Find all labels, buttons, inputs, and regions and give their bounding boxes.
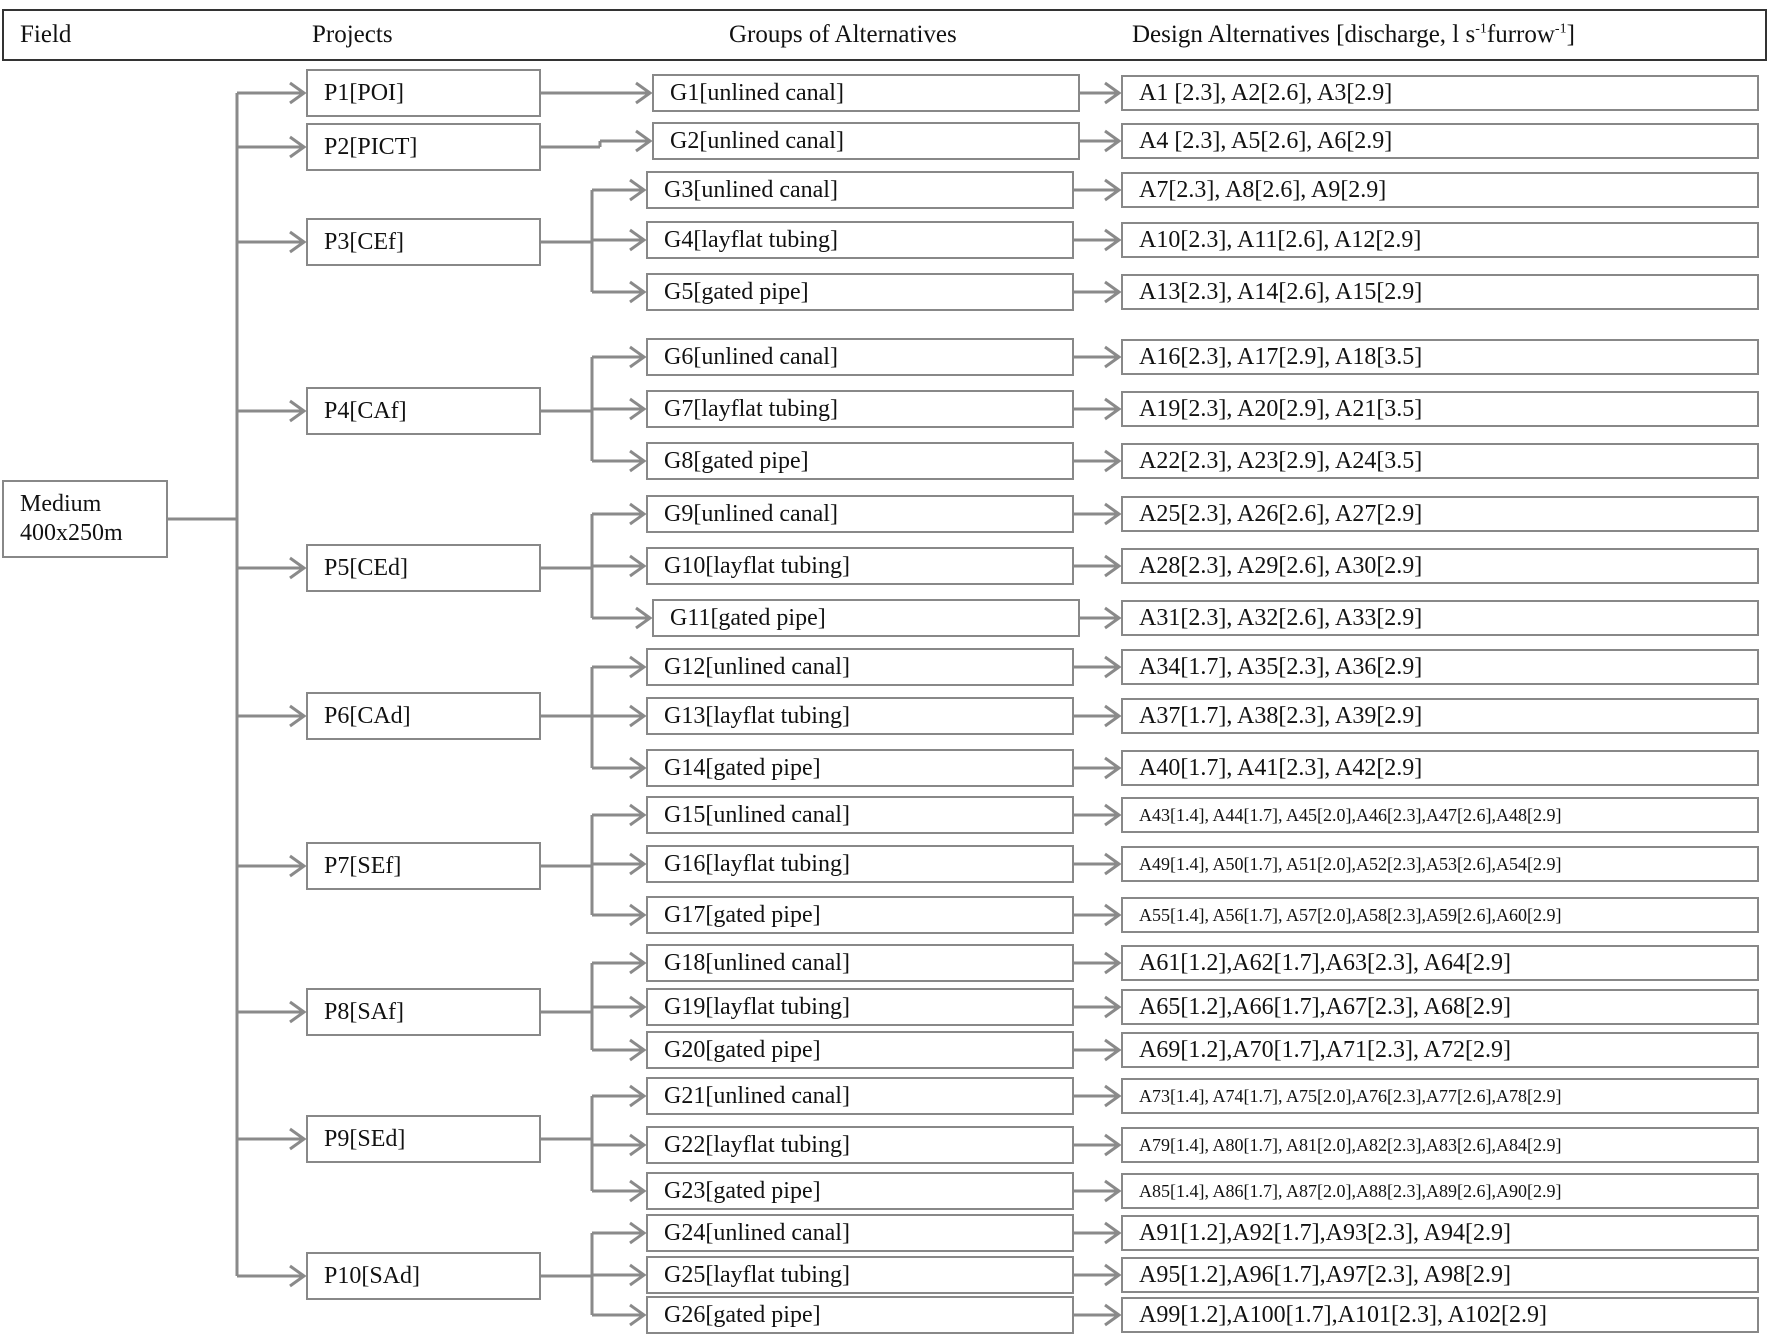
group-box-g23 xyxy=(646,1172,1074,1210)
group-label: G13[layflat tubing] xyxy=(664,703,850,729)
alternatives-label: A31[2.3], A32[2.6], A33[2.9] xyxy=(1139,605,1423,631)
project-box-p2 xyxy=(306,123,541,171)
group-box-g24 xyxy=(646,1214,1074,1252)
alternatives-label: A91[1.2],A92[1.7],A93[2.3], A94[2.9] xyxy=(1139,1220,1511,1246)
group-box-g11 xyxy=(652,599,1080,637)
group-box-g17 xyxy=(646,896,1074,934)
arrow-icon xyxy=(1105,1223,1119,1243)
arrow-icon xyxy=(290,401,304,421)
arrow-icon xyxy=(630,230,644,250)
group-label: G21[unlined canal] xyxy=(664,1083,850,1109)
group-label: G22[layflat tubing] xyxy=(664,1132,850,1158)
alternatives-label: A34[1.7], A35[2.3], A36[2.9] xyxy=(1139,654,1423,680)
group-box-g22 xyxy=(646,1126,1074,1164)
arrow-icon xyxy=(1105,608,1119,628)
group-label: G17[gated pipe] xyxy=(664,902,821,928)
project-box-p7 xyxy=(306,842,541,890)
alternatives-label: A16[2.3], A17[2.9], A18[3.5] xyxy=(1139,344,1423,370)
alternatives-box-g9 xyxy=(1121,496,1759,532)
arrow-icon xyxy=(290,1129,304,1149)
alternatives-label: A61[1.2],A62[1.7],A63[2.3], A64[2.9] xyxy=(1139,950,1511,976)
group-label: G9[unlined canal] xyxy=(664,501,838,527)
header-field: Field xyxy=(20,21,72,48)
alternatives-box-g16 xyxy=(1121,846,1759,882)
alternatives-box-g5 xyxy=(1121,274,1759,310)
alternatives-box-g17 xyxy=(1121,897,1759,933)
alternatives-box-g26 xyxy=(1121,1297,1759,1333)
group-box-g4 xyxy=(646,221,1074,259)
arrow-icon xyxy=(1105,230,1119,250)
group-box-g18 xyxy=(646,944,1074,982)
project-label: P7[SEf] xyxy=(324,853,402,879)
arrow-icon xyxy=(630,1305,644,1325)
project-box-p8 xyxy=(306,988,541,1036)
header-projects: Projects xyxy=(312,21,393,48)
arrow-icon xyxy=(1105,282,1119,302)
field-size-label: Medium xyxy=(20,491,102,518)
arrow-icon xyxy=(630,180,644,200)
group-box-g16 xyxy=(646,845,1074,883)
group-box-g1 xyxy=(652,74,1080,112)
group-label: G25[layflat tubing] xyxy=(664,1262,850,1288)
alternatives-label: A79[1.4], A80[1.7], A81[2.0],A82[2.3],A83[2.6],A84[2.9] xyxy=(1139,1135,1562,1155)
arrow-icon xyxy=(290,1266,304,1286)
project-label: P2[PICT] xyxy=(324,134,418,160)
alternatives-label: A19[2.3], A20[2.9], A21[3.5] xyxy=(1139,396,1423,422)
arrow-icon xyxy=(630,706,644,726)
project-label: P10[SAd] xyxy=(324,1263,421,1289)
arrow-icon xyxy=(630,451,644,471)
arrow-icon xyxy=(290,137,304,157)
project-label: P1[POI] xyxy=(324,80,405,106)
alternatives-label: A85[1.4], A86[1.7], A87[2.0],A88[2.3],A89[2.6],A90[2.9] xyxy=(1139,1181,1562,1201)
field-box-medium xyxy=(2,480,168,558)
group-box-g26 xyxy=(646,1296,1074,1334)
alternatives-box-g10 xyxy=(1121,548,1759,584)
alternatives-label: A4 [2.3], A5[2.6], A6[2.9] xyxy=(1139,128,1393,154)
group-box-g10 xyxy=(646,547,1074,585)
group-label: G7[layflat tubing] xyxy=(664,396,838,422)
alternatives-box-g8 xyxy=(1121,443,1759,479)
alternatives-label: A49[1.4], A50[1.7], A51[2.0],A52[2.3],A53[2.6],A54[2.9] xyxy=(1139,854,1562,874)
group-label: G26[gated pipe] xyxy=(664,1302,821,1328)
arrow-icon xyxy=(290,558,304,578)
group-label: G24[unlined canal] xyxy=(664,1220,850,1246)
arrow-icon xyxy=(1105,1040,1119,1060)
arrow-icon xyxy=(1105,504,1119,524)
alternatives-label: A28[2.3], A29[2.6], A30[2.9] xyxy=(1139,553,1423,579)
group-label: G6[unlined canal] xyxy=(664,344,838,370)
arrow-icon xyxy=(290,1002,304,1022)
project-box-p9 xyxy=(306,1115,541,1163)
alternatives-label: A22[2.3], A23[2.9], A24[3.5] xyxy=(1139,448,1423,474)
alternatives-box-g13 xyxy=(1121,698,1759,734)
alternatives-box-g4 xyxy=(1121,222,1759,258)
alternatives-label: A13[2.3], A14[2.6], A15[2.9] xyxy=(1139,279,1423,305)
alternatives-label: A65[1.2],A66[1.7],A67[2.3], A68[2.9] xyxy=(1139,994,1511,1020)
arrow-icon xyxy=(630,347,644,367)
group-box-g25 xyxy=(646,1256,1074,1294)
arrow-icon xyxy=(1105,953,1119,973)
arrow-icon xyxy=(630,953,644,973)
group-label: G12[unlined canal] xyxy=(664,654,850,680)
arrow-icon xyxy=(630,282,644,302)
project-box-p3 xyxy=(306,218,541,266)
group-label: G11[gated pipe] xyxy=(670,605,826,631)
project-label: P9[SEd] xyxy=(324,1126,406,1152)
group-box-g21 xyxy=(646,1077,1074,1115)
arrow-icon xyxy=(290,232,304,252)
group-label: G18[unlined canal] xyxy=(664,950,850,976)
arrow-icon xyxy=(630,399,644,419)
group-box-g19 xyxy=(646,988,1074,1026)
group-label: G19[layflat tubing] xyxy=(664,994,850,1020)
alternatives-box-g6 xyxy=(1121,339,1759,375)
alternatives-box-g15 xyxy=(1121,797,1759,833)
group-label: G16[layflat tubing] xyxy=(664,851,850,877)
group-label: G1[unlined canal] xyxy=(670,80,844,106)
arrow-icon xyxy=(630,854,644,874)
project-box-p4 xyxy=(306,387,541,435)
arrow-icon xyxy=(630,805,644,825)
alternatives-box-g21 xyxy=(1121,1078,1759,1114)
alternatives-box-g12 xyxy=(1121,649,1759,685)
group-label: G20[gated pipe] xyxy=(664,1037,821,1063)
arrow-icon xyxy=(1105,451,1119,471)
arrow-icon xyxy=(1105,805,1119,825)
arrow-icon xyxy=(1105,131,1119,151)
arrow-icon xyxy=(636,608,650,628)
group-box-g5 xyxy=(646,273,1074,311)
alternatives-label: A43[1.4], A44[1.7], A45[2.0],A46[2.3],A47[2.6],A48[2.9] xyxy=(1139,805,1562,825)
group-box-g8 xyxy=(646,442,1074,480)
group-label: G5[gated pipe] xyxy=(664,279,809,305)
alternatives-label: A1 [2.3], A2[2.6], A3[2.9] xyxy=(1139,80,1393,106)
group-label: G15[unlined canal] xyxy=(664,802,850,828)
group-label: G8[gated pipe] xyxy=(664,448,809,474)
field-dimensions: 400x250m xyxy=(20,520,123,546)
column-header-bar xyxy=(2,9,1767,61)
arrow-icon xyxy=(1105,1086,1119,1106)
arrow-icon xyxy=(1105,997,1119,1017)
alternatives-box-g22 xyxy=(1121,1127,1759,1163)
arrow-icon xyxy=(630,997,644,1017)
group-box-g7 xyxy=(646,390,1074,428)
project-label: P6[CAd] xyxy=(324,703,411,729)
header-design-alternatives: Design Alternatives [discharge, l $s^{-1}furrow^{-1}$] xyxy=(1132,21,1575,48)
arrow-icon xyxy=(290,706,304,726)
arrow-icon xyxy=(636,83,650,103)
arrow-icon xyxy=(630,1040,644,1060)
arrow-icon xyxy=(1105,657,1119,677)
group-box-g6 xyxy=(646,338,1074,376)
arrow-icon xyxy=(1105,706,1119,726)
alternatives-label: A37[1.7], A38[2.3], A39[2.9] xyxy=(1139,703,1423,729)
group-box-g14 xyxy=(646,749,1074,787)
alternatives-box-g2 xyxy=(1121,123,1759,159)
alternatives-label: A40[1.7], A41[2.3], A42[2.9] xyxy=(1139,755,1423,781)
arrow-icon xyxy=(1105,83,1119,103)
group-box-g20 xyxy=(646,1031,1074,1069)
group-box-g3 xyxy=(646,171,1074,209)
project-label: P4[CAf] xyxy=(324,398,407,424)
alternatives-label: A7[2.3], A8[2.6], A9[2.9] xyxy=(1139,177,1387,203)
alternatives-box-g14 xyxy=(1121,750,1759,786)
arrow-icon xyxy=(290,83,304,103)
group-box-g13 xyxy=(646,697,1074,735)
arrow-icon xyxy=(630,1086,644,1106)
group-box-g15 xyxy=(646,796,1074,834)
arrow-icon xyxy=(1105,556,1119,576)
project-box-p6 xyxy=(306,692,541,740)
header-groups: Groups of Alternatives xyxy=(729,21,957,48)
group-label: G4[layflat tubing] xyxy=(664,227,838,253)
arrow-icon xyxy=(630,905,644,925)
alternatives-label: A99[1.2],A100[1.7],A101[2.3], A102[2.9] xyxy=(1139,1302,1547,1328)
alternatives-box-g11 xyxy=(1121,600,1759,636)
arrow-icon xyxy=(630,1135,644,1155)
arrow-icon xyxy=(630,556,644,576)
arrow-icon xyxy=(1105,1265,1119,1285)
alternatives-box-g7 xyxy=(1121,391,1759,427)
group-label: G23[gated pipe] xyxy=(664,1178,821,1204)
arrow-icon xyxy=(1105,1181,1119,1201)
arrow-icon xyxy=(630,657,644,677)
project-box-p1 xyxy=(306,69,541,117)
alternatives-box-g23 xyxy=(1121,1173,1759,1209)
project-label: P3[CEf] xyxy=(324,229,404,255)
project-box-p10 xyxy=(306,1252,541,1300)
arrow-icon xyxy=(636,131,650,151)
arrow-icon xyxy=(630,758,644,778)
group-box-g2 xyxy=(652,122,1080,160)
arrow-icon xyxy=(1105,905,1119,925)
arrow-icon xyxy=(1105,347,1119,367)
project-box-p5 xyxy=(306,544,541,592)
arrow-icon xyxy=(630,1265,644,1285)
alternatives-label: A25[2.3], A26[2.6], A27[2.9] xyxy=(1139,501,1423,527)
arrow-icon xyxy=(1105,399,1119,419)
group-label: G14[gated pipe] xyxy=(664,755,821,781)
project-label: P5[CEd] xyxy=(324,555,408,581)
alternatives-label: A10[2.3], A11[2.6], A12[2.9] xyxy=(1139,227,1422,253)
group-label: G2[unlined canal] xyxy=(670,128,844,154)
group-box-g12 xyxy=(646,648,1074,686)
arrow-icon xyxy=(1105,180,1119,200)
alternatives-box-g20 xyxy=(1121,1032,1759,1068)
alternatives-label: A55[1.4], A56[1.7], A57[2.0],A58[2.3],A59[2.6],A60[2.9] xyxy=(1139,905,1562,925)
arrow-icon xyxy=(1105,1305,1119,1325)
project-label: P8[SAf] xyxy=(324,999,405,1025)
arrow-icon xyxy=(630,1223,644,1243)
alternatives-box-g3 xyxy=(1121,172,1759,208)
alternatives-box-g25 xyxy=(1121,1257,1759,1293)
alternatives-box-g19 xyxy=(1121,989,1759,1025)
arrow-icon xyxy=(630,1181,644,1201)
alternatives-box-g1 xyxy=(1121,75,1759,111)
group-box-g9 xyxy=(646,495,1074,533)
group-label: G10[layflat tubing] xyxy=(664,553,850,579)
alternatives-box-g18 xyxy=(1121,945,1759,981)
alternatives-label: A69[1.2],A70[1.7],A71[2.3], A72[2.9] xyxy=(1139,1037,1511,1063)
arrow-icon xyxy=(1105,1135,1119,1155)
group-label: G3[unlined canal] xyxy=(664,177,838,203)
alternatives-box-g24 xyxy=(1121,1215,1759,1251)
arrow-icon xyxy=(1105,758,1119,778)
alternatives-label: A73[1.4], A74[1.7], A75[2.0],A76[2.3],A77[2.6],A78[2.9] xyxy=(1139,1086,1562,1106)
arrow-icon xyxy=(630,504,644,524)
alternatives-label: A95[1.2],A96[1.7],A97[2.3], A98[2.9] xyxy=(1139,1262,1511,1288)
arrow-icon xyxy=(290,856,304,876)
arrow-icon xyxy=(1105,854,1119,874)
